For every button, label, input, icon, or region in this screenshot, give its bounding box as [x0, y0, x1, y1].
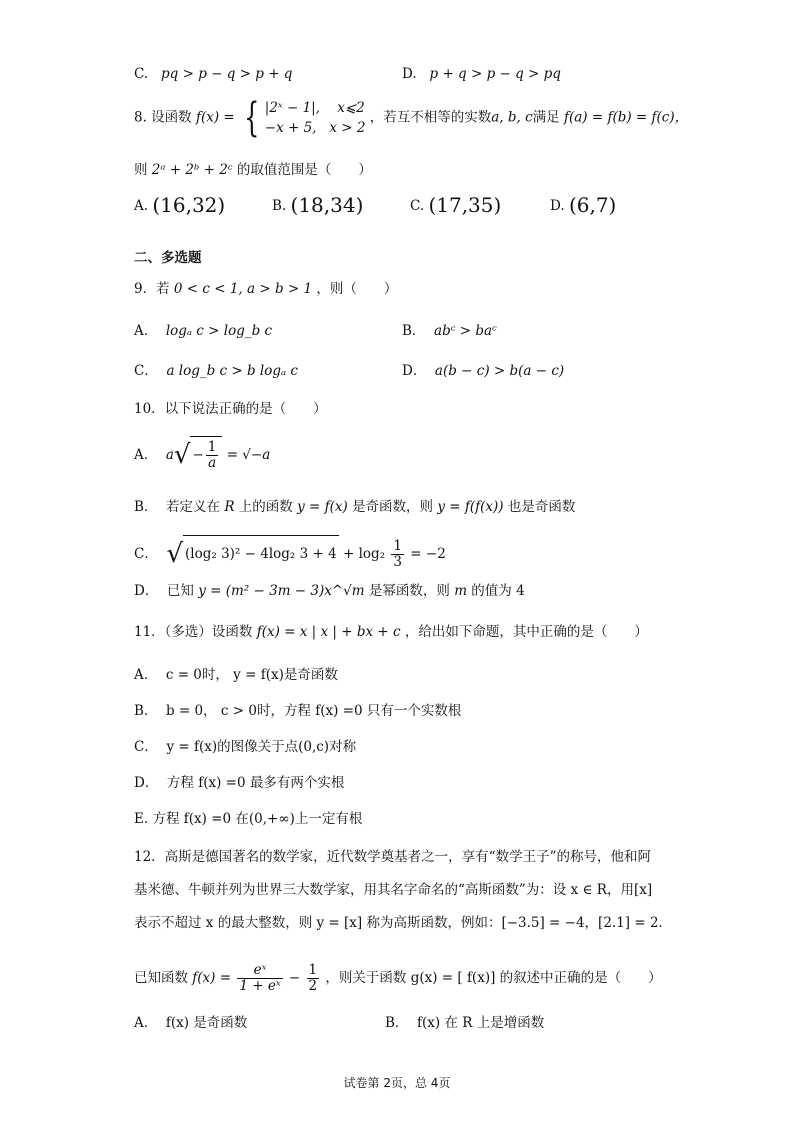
option-label: B．: [385, 1015, 409, 1031]
fraction: [237, 963, 282, 994]
q9-option-d: [402, 361, 564, 381]
brace-icon: {: [244, 95, 260, 141]
option-text: 方程 f(x) =0 最多有两个实根: [166, 775, 345, 791]
denominator: 3: [393, 554, 402, 570]
text: 是奇函数，则: [352, 499, 434, 515]
q11-option-e: [134, 809, 362, 829]
denominator: a: [208, 455, 217, 471]
rhs: = −2: [410, 546, 446, 562]
q8-middle: ，若互不相等的实数: [369, 109, 492, 126]
option-value: (17,35): [428, 193, 502, 217]
q8-fname: f(x) =: [195, 109, 235, 126]
q9-option-a: [134, 321, 272, 341]
q12-line3: 表示不超过 x 的最大整数，则 y = [x] 称为高斯函数，例如：[−3.5] = −4，[2.1] = 2．: [134, 915, 673, 931]
q12-line2: 基米德、牛顿并列为世界三大数学家，用其名字命名的“高斯函数”为：设 x ∈ R，用[x]: [134, 882, 653, 898]
q8-line2-suffix: 的取值范围是（ ）: [236, 162, 372, 178]
radicand: (log₂ 3)² − 4log₂ 3 + 4: [183, 535, 339, 572]
page-footer: 试卷第 2页，总 4页: [343, 1076, 451, 1090]
q8-equality: f(a) = f(b) = f(c)，: [563, 109, 689, 126]
option-text: f(x) 在 R 上是增函数: [417, 1015, 545, 1031]
q8-option-c: [410, 195, 501, 216]
q10-option-d: [134, 581, 525, 601]
function-name: f(x) =: [192, 970, 232, 986]
fraction: [206, 440, 219, 471]
q9-expr: 0 < c < 1, a > b > 1: [173, 281, 313, 297]
option-expression: a log_b c > b logₐ c: [166, 363, 298, 379]
minus-sign: −: [192, 447, 204, 463]
q10-option-a: [134, 436, 270, 473]
q8-prefix: 8. 设函数: [134, 109, 192, 126]
sqrt-icon: √: [173, 440, 191, 470]
option-expression: a(b − c) > b(a − c): [434, 363, 565, 379]
option-label: D.: [402, 66, 417, 82]
q11-option-c: [134, 737, 356, 757]
q12-line1: 12．高斯是德国著名的数学家，近代数学奠基者之一，享有“数学王子”的称号，他和阿: [134, 849, 651, 865]
option-label: C.: [134, 66, 149, 82]
option-expression: abᶜ > baᶜ: [434, 323, 497, 339]
m-var: m: [454, 583, 467, 599]
option-text: b = 0， c > 0时，方程 f(x) =0 只有一个实数根: [166, 703, 462, 719]
q12-option-b: [385, 1013, 544, 1033]
case-2: −x + 5, x > 2: [264, 120, 366, 136]
q11-expr: f(x) = x | x | + bx + c: [256, 624, 401, 640]
minus-sign: −: [288, 970, 301, 986]
q11-prefix: 11．（多选）设函数: [134, 624, 253, 640]
numerator: eˣ: [253, 962, 267, 978]
option-label: D．: [134, 775, 159, 791]
q10-option-c: [134, 535, 446, 572]
option-label: B.: [272, 198, 287, 214]
q9-option-c: [134, 361, 298, 381]
a-var: a: [165, 447, 174, 463]
text: ，则关于函数 g(x) = [ f(x)] 的叙述中正确的是（ ）: [325, 970, 662, 986]
numerator: 1: [393, 538, 402, 554]
option-text: y = f(x)的图像关于点(0,c)对称: [166, 739, 357, 755]
text: 已知函数: [134, 970, 188, 986]
option-label: D.: [550, 198, 565, 214]
option-label: D．: [402, 363, 427, 379]
option-label: A.: [134, 198, 149, 214]
piecewise-cases: [265, 98, 366, 138]
q9-prefix: 9．若: [134, 281, 170, 297]
section-title: 二、多选题: [134, 250, 202, 266]
q8-option-a: [134, 195, 225, 216]
text: 若定义在: [166, 499, 221, 515]
text: 是幂函数，则: [368, 583, 450, 599]
q7-option-d: [402, 64, 561, 84]
q11-option-b: [134, 701, 461, 721]
case-1: |2ˣ − 1|, x⩽2: [264, 100, 365, 116]
radicand: [190, 436, 222, 473]
option-text: 方程 f(x) =0 在(0,+∞)上一定有根: [152, 811, 363, 827]
q11-option-a: [134, 665, 338, 685]
q9-suffix: ，则（ ）: [316, 281, 398, 297]
q8-line2: [134, 160, 372, 180]
option-value: (6,7): [568, 193, 617, 217]
option-text: c = 0时， y = f(x)是奇函数: [165, 667, 338, 683]
option-label: C．: [134, 363, 158, 379]
q11-suffix: ，给出如下命题，其中正确的是（ ）: [404, 624, 648, 640]
numerator: 1: [207, 439, 217, 455]
option-label: B．: [134, 499, 158, 515]
option-label: D．: [134, 583, 159, 599]
option-label: C.: [410, 198, 425, 214]
set-r: R: [224, 499, 235, 515]
q8-option-d: [550, 195, 616, 216]
q8-line2-expr: 2ᵃ + 2ᵇ + 2ᶜ: [151, 162, 233, 178]
option-value: (16,32): [152, 193, 226, 217]
sqrt-icon: √: [166, 539, 184, 569]
option-label: C．: [134, 546, 158, 562]
option-expression: logₐ c > log_b c: [165, 323, 273, 339]
q10-option-b: [134, 497, 575, 517]
option-label: A．: [134, 667, 158, 683]
rhs: = √−a: [226, 447, 271, 463]
fraction: [307, 963, 320, 994]
denominator: 1 + eˣ: [239, 978, 281, 994]
text: 上的函数: [238, 499, 293, 515]
q12-line4: [134, 958, 662, 998]
q10-stem: 10．以下说法正确的是（ ）: [134, 401, 327, 417]
option-label: A．: [134, 447, 158, 463]
option-label: A．: [134, 1015, 158, 1031]
q8-option-b: [272, 195, 363, 216]
q8-vars: a, b, c: [491, 109, 533, 126]
expression: y = (m² − 3m − 3)x^√m: [198, 583, 365, 599]
q11-option-d: [134, 773, 344, 793]
q8-stem: [134, 95, 689, 141]
q8-cond-text: 满足: [532, 109, 560, 126]
text: 的值为 4: [471, 583, 525, 599]
option-expression: pq > p − q > p + q: [161, 66, 293, 82]
option-text: f(x) 是奇函数: [165, 1015, 248, 1031]
fraction: [391, 539, 404, 570]
option-label: C．: [134, 739, 158, 755]
q9-stem: [134, 279, 397, 299]
q11-stem: [134, 622, 648, 642]
text: 已知: [166, 583, 194, 599]
option-label: A．: [134, 323, 158, 339]
q9-option-b: [402, 321, 497, 341]
option-label: B．: [402, 323, 426, 339]
option-value: (18,34): [290, 193, 364, 217]
option-label: B．: [134, 703, 158, 719]
text: 也是奇函数: [507, 499, 576, 515]
numerator: 1: [308, 962, 318, 978]
option-expression: p + q > p − q > pq: [429, 66, 561, 82]
expression: y = f(f(x)): [437, 499, 504, 515]
option-label: E.: [134, 811, 149, 827]
q12-option-a: [134, 1013, 247, 1033]
plus-log: + log₂: [342, 546, 386, 562]
expression: y = f(x): [297, 499, 348, 515]
denominator: 2: [308, 978, 318, 994]
q7-option-c: [134, 64, 292, 84]
q8-line2-prefix: 则: [134, 162, 148, 178]
